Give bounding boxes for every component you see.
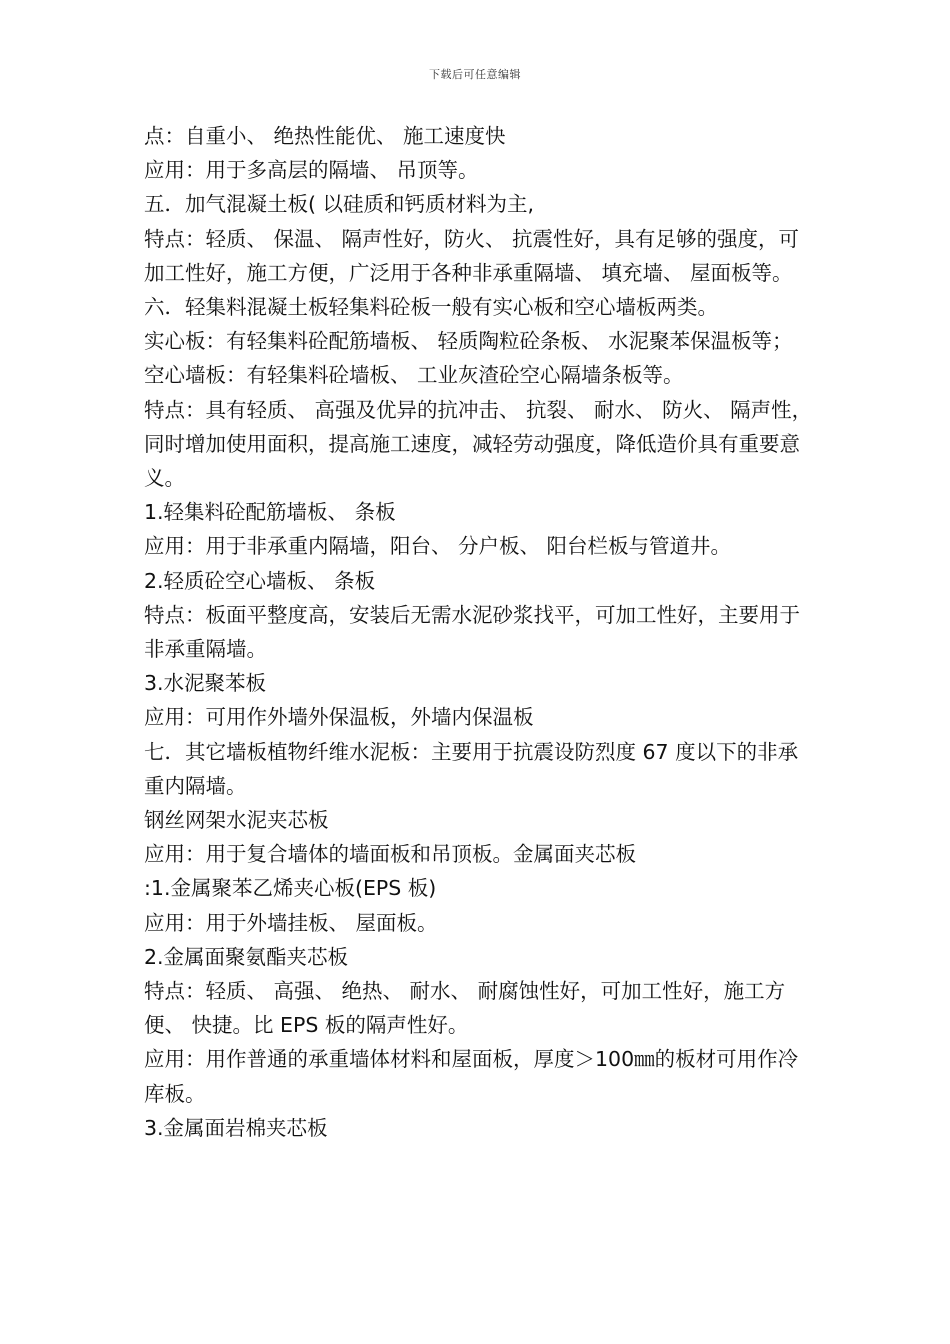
section-heading: 七．其它墙板植物纤维水泥板：主要用于抗震设防烈度 67 度以下的非承重内隔墙。	[144, 739, 799, 798]
paragraph: 空心墙板：有轻集料砼墙板、 工业灰渣砼空心隔墙条板等。	[144, 363, 684, 388]
list-item: 3.水泥聚苯板	[144, 671, 267, 696]
paragraph: 应用：用作普通的承重墙体材料和屋面板，厚度＞100㎜的板材可用作冷库板。	[144, 1047, 799, 1106]
paragraph: 应用：用于多高层的隔墙、 吊顶等。	[144, 158, 479, 183]
paragraph: 应用：用于非承重内隔墙，阳台、 分户板、 阳台栏板与管道井。	[144, 534, 732, 559]
list-item: 2.轻质砼空心墙板、 条板	[144, 568, 376, 593]
list-item: 2.金属面聚氨酯夹芯板	[144, 944, 349, 969]
paragraph: 钢丝网架水泥夹芯板	[144, 808, 329, 833]
section-heading: 五．加气混凝土板( 以硅质和钙质材料为主,	[144, 192, 535, 217]
paragraph: 特点：轻质、 保温、 隔声性好，防火、 抗震性好，具有足够的强度，可加工性好，施工方便，广泛用于各种非承重隔墙、 填充墙、 屋面板等。	[144, 226, 800, 285]
paragraph: 应用：用于外墙挂板、 屋面板。	[144, 910, 438, 935]
list-item: 3.金属面岩棉夹芯板	[144, 1115, 328, 1140]
paragraph: 应用：用于复合墙体的墙面板和吊顶板。金属面夹芯板	[144, 842, 636, 867]
paragraph: 点：自重小、 绝热性能优、 施工速度快	[144, 124, 506, 148]
paragraph: 特点：板面平整度高，安装后无需水泥砂浆找平，可加工性好，主要用于非承重隔墙。	[144, 602, 800, 662]
paragraph: 实心板：有轻集料砼配筋墙板、 轻质陶粒砼条板、 水泥聚苯保温板等；	[144, 329, 793, 354]
list-item: :1.金属聚苯乙烯夹心板(EPS 板)	[144, 876, 437, 901]
paragraph: 应用：可用作外墙外保温板，外墙内保温板	[144, 705, 534, 730]
paragraph: 特点：轻质、 高强、 绝热、 耐水、 耐腐蚀性好，可加工性好，施工方便、 快捷。比 EPS 板的隔声性好。	[144, 979, 786, 1038]
section-heading: 六．轻集料混凝土板轻集料砼板一般有实心板和空心墙板两类。	[144, 295, 718, 320]
list-item: 1.轻集料砼配筋墙板、 条板	[144, 500, 396, 525]
paragraph: 特点：具有轻质、 高强及优异的抗冲击、 抗裂、 耐水、 防火、 隔声性，同时增加使用面积，提高施工速度，减轻劳动强度，降低造价具有重要意义。	[144, 397, 813, 491]
page-header: 下载后可任意编辑	[429, 68, 521, 81]
document-body	[144, 119, 816, 1145]
